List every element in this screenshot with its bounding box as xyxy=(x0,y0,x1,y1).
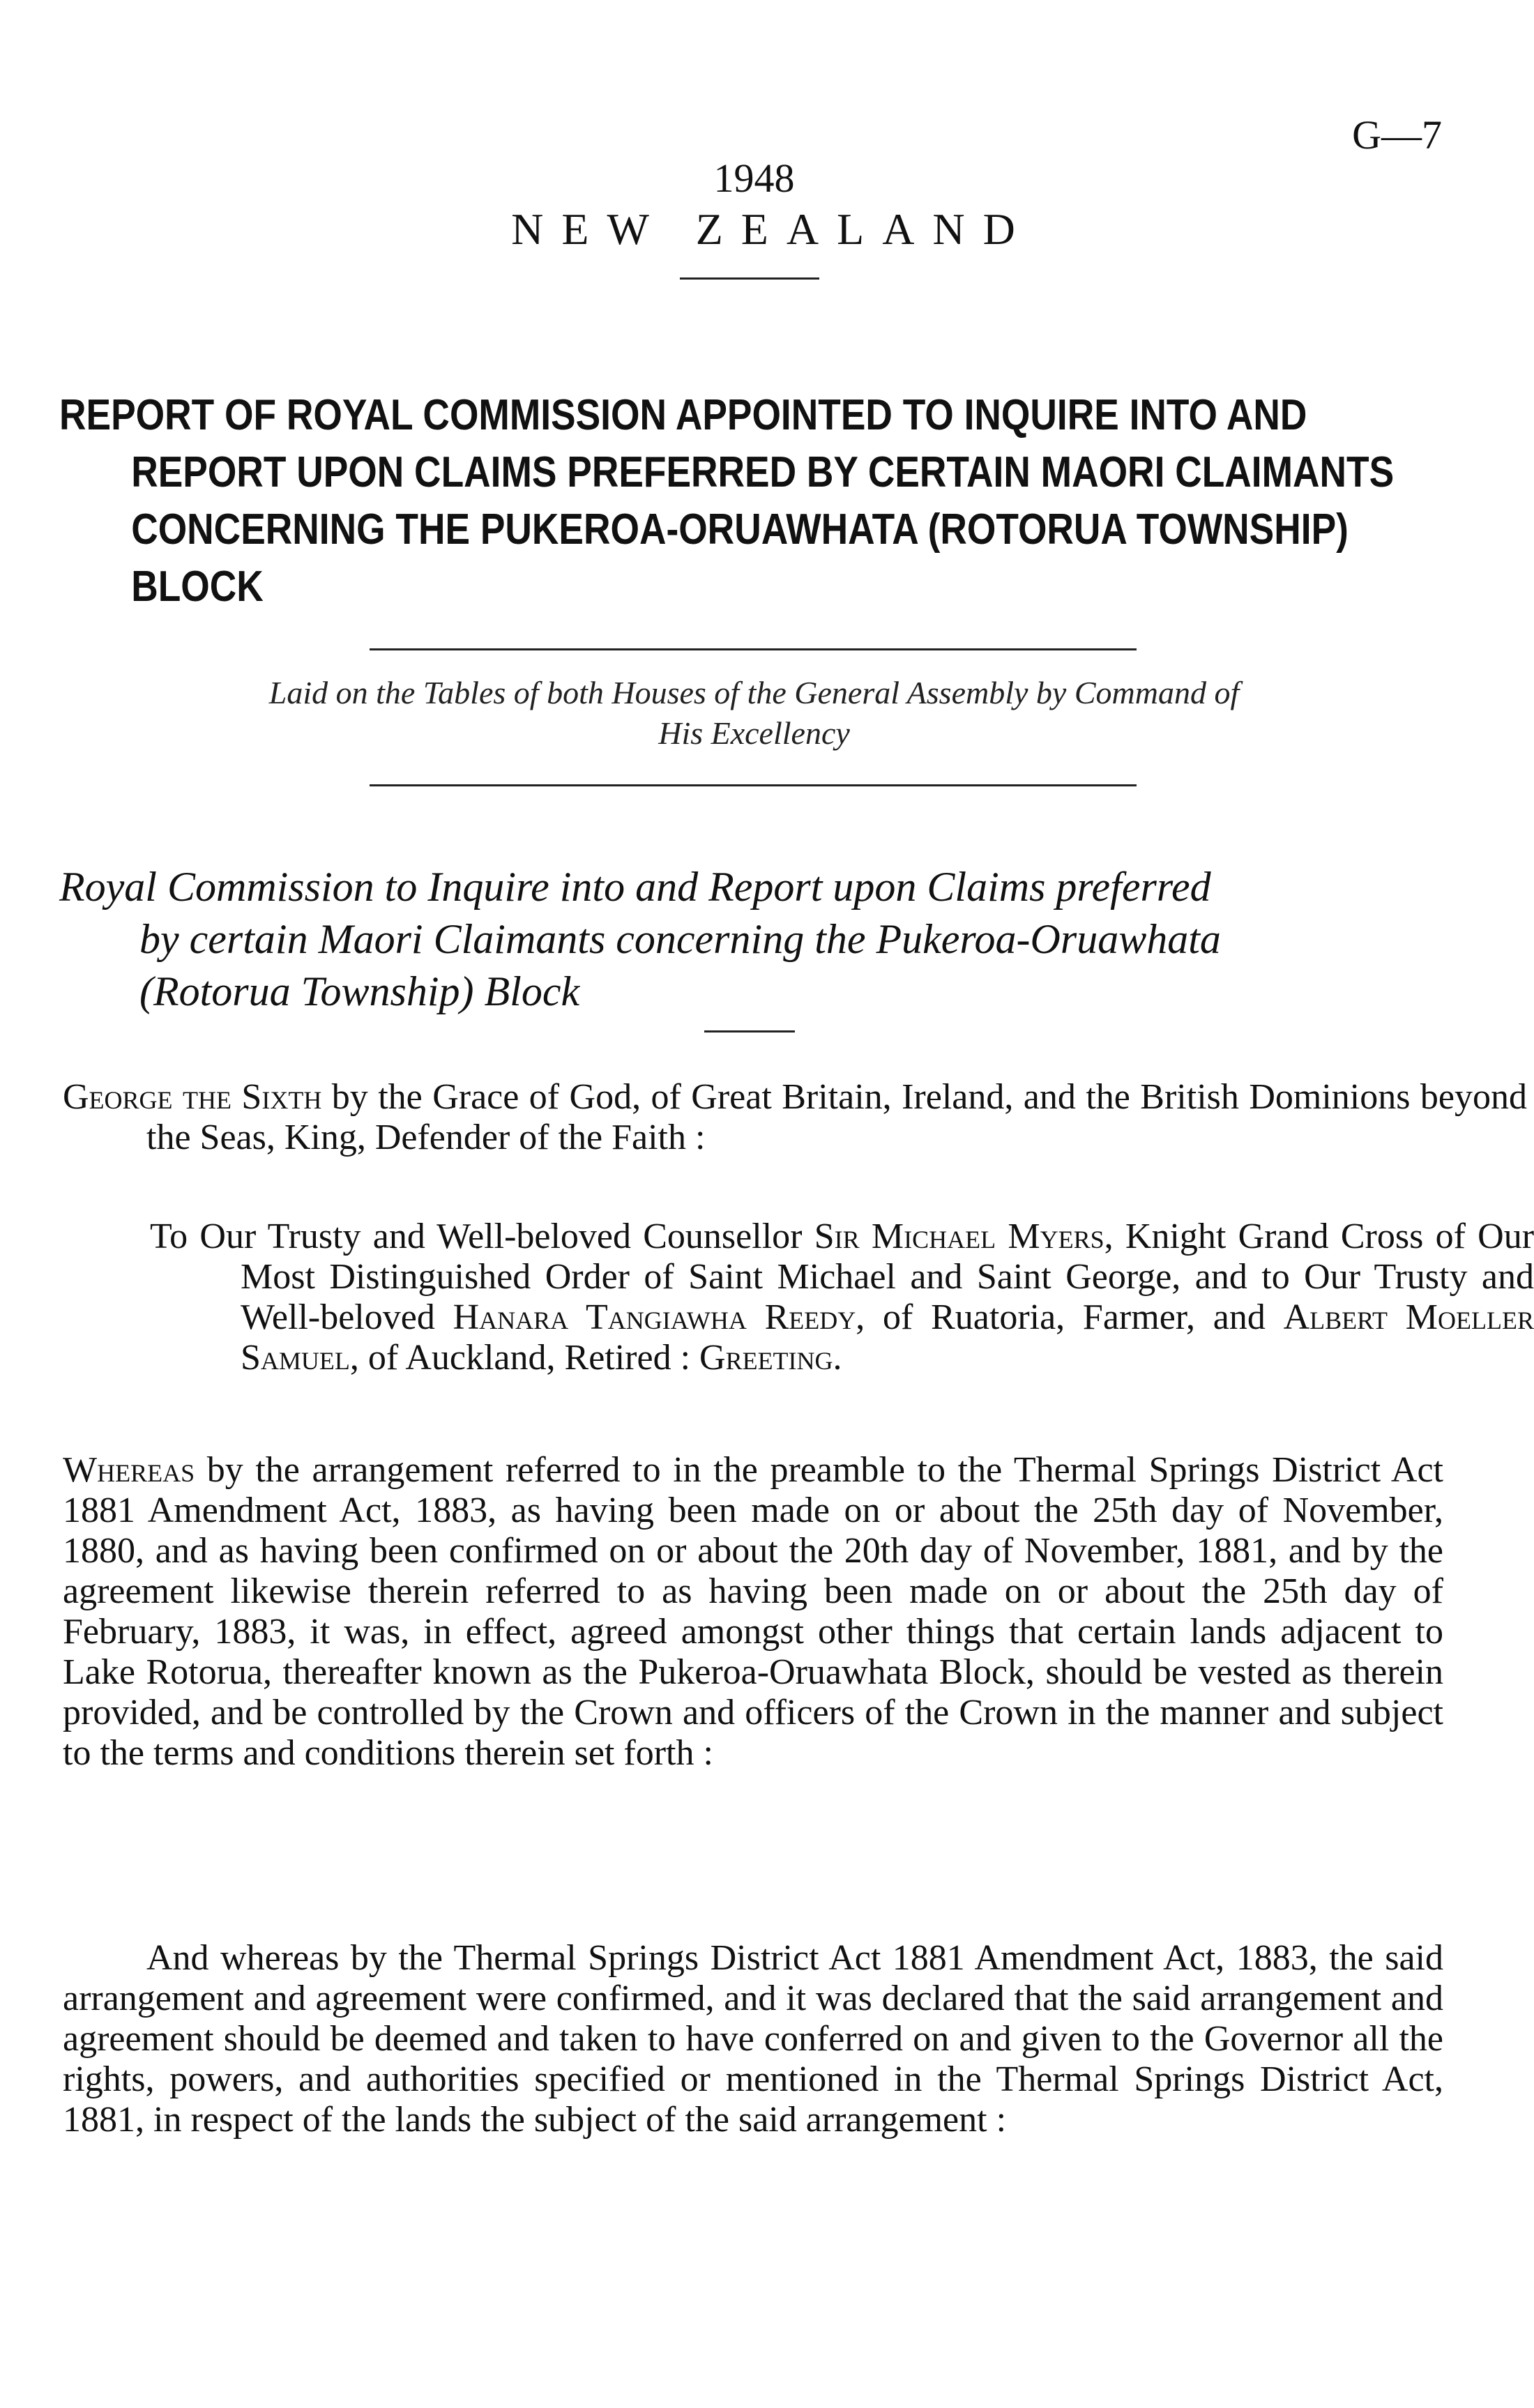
commission-title-line: (Rotorua Township) Block xyxy=(139,968,580,1014)
address-text-2: , of Ruatoria, Farmer, and xyxy=(856,1297,1284,1337)
whereas-paragraph xyxy=(63,1450,1443,1774)
commission-title xyxy=(59,861,1454,1018)
upper-rule xyxy=(370,648,1137,650)
country-heading: NEW ZEALAND xyxy=(511,204,1033,254)
whereas-text: by the arrangement referred to in the preamble to the Thermal Springs District Act 1881 Amendment Act, 1883, as having been made on or about the 25th day of November, 1880, and as having been confirmed on or about the 20th day of November, 1881, and by the agreement likewise therein referred to as having been made on or about the 25th day of February, 1883, it was, in effect, agreed amongst other things that certain lands adjacent to Lake Rotorua, thereafter known as the Pukeroa-Oruawhata Block, should be vested as therein provided, and be controlled by the Crown and officers of the Crown in the manner and subject to the terms and conditions therein set forth : xyxy=(63,1450,1443,1773)
address-paragraph xyxy=(150,1217,1534,1378)
whereas-lead: Whereas xyxy=(63,1450,195,1490)
preamble-text: by the Grace of God, of Great Britain, Ireland, and the British Dominions beyond the Seas, King, Defender of the Faith : xyxy=(146,1077,1528,1157)
report-title xyxy=(59,387,1395,616)
address-intro: To Our Trusty and Well-beloved Counsellor xyxy=(150,1217,814,1256)
page-reference: G—7 xyxy=(1352,112,1442,158)
report-title-line: CONCERNING THE PUKEROA-ORUAWHATA (ROTORUA TOWNSHIP) xyxy=(131,505,1349,554)
sovereign-name: George the Sixth xyxy=(63,1077,322,1117)
commissioner-name-2: Hanara Tangiawha Reedy xyxy=(453,1297,856,1337)
laid-on-table-note xyxy=(0,673,1508,754)
address-text-3: , of Auckland, Retired : xyxy=(349,1338,700,1378)
lower-rule xyxy=(370,784,1137,786)
publication-year: 1948 xyxy=(713,155,795,201)
and-whereas-paragraph: And whereas by the Thermal Springs District Act 1881 Amendment Act, 1883, the said arrangement and agreement were confirmed, and it was declared that the said arrangement and agreement should be deemed and taken to have conferred on and given to the Governor all the rights, powers, and authorities specified or mentioned in the Thermal Springs District Act, 1881, in respect of the lands the subject of the said arrangement : xyxy=(63,1938,1443,2140)
heading-divider xyxy=(680,277,819,280)
report-title-line: REPORT OF ROYAL COMMISSION APPOINTED TO INQUIRE INTO AND xyxy=(59,391,1307,439)
laid-line-2: His Excellency xyxy=(658,715,850,751)
commissioner-name-1: Sir Michael Myers xyxy=(814,1217,1104,1256)
laid-line-1: Laid on the Tables of both Houses of the General Assembly by Command of xyxy=(268,675,1240,710)
commission-title-line: Royal Commission to Inquire into and Report upon Claims preferred xyxy=(59,864,1211,910)
commission-title-line: by certain Maori Claimants concerning the Pukeroa-Oruawhata xyxy=(139,916,1221,962)
section-divider xyxy=(704,1030,795,1032)
greeting: Greeting. xyxy=(699,1338,842,1378)
report-title-line: REPORT UPON CLAIMS PREFERRED BY CERTAIN MAORI CLAIMANTS xyxy=(131,448,1395,496)
report-title-line: BLOCK xyxy=(131,563,264,611)
preamble-paragraph xyxy=(63,1077,1527,1158)
commissioner-name-3: Albert Moeller Samuel xyxy=(241,1297,1534,1378)
address-text-1: , Knight Grand Cross of Our Most Distinguished Order of Saint Michael and Saint George, and to Our Trusty and Well-beloved xyxy=(241,1217,1534,1337)
